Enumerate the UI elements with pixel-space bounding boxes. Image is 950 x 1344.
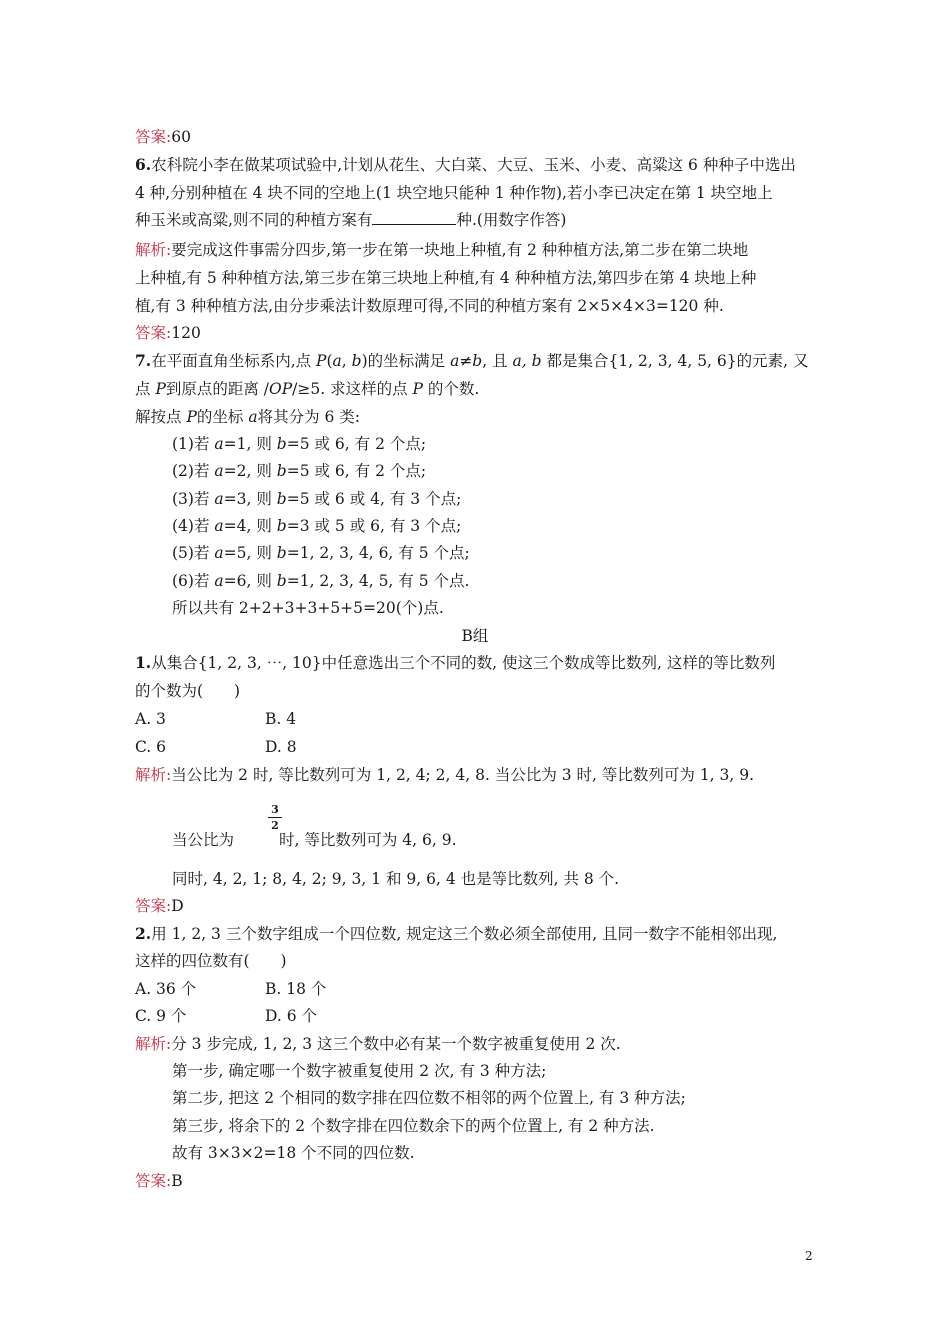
var-b: b [276,572,287,590]
analysis-label: 解析: [135,241,172,259]
var-b: b [276,544,287,562]
var-b: b [276,435,287,453]
q7-text: 都是集合{1, 2, 3, 4, 5, 6}的元素, 又 [541,352,809,370]
case-text: =1, 2, 3, 4, 5, 有 5 个点. [286,572,470,590]
q6-analysis-line3: 植,有 3 种种植方法,由分步乘法计数原理可得,不同的种植方案有 2×5×4×3=120 种. [135,297,724,315]
option-c: C. 6 [135,738,167,756]
case-text: =5 或 6 或 4, 有 3 个点; [286,490,462,508]
answer-value: 120 [171,324,201,342]
page-number: 2 [805,1249,813,1263]
var-b: b [276,490,287,508]
answer-label: 答案: [135,897,172,915]
q7-text: , 且 [482,352,513,370]
case-text: =1, 则 [223,435,277,453]
fraction-bar [268,817,282,818]
q7-solution-intro [135,407,360,427]
var-OP: OP [269,380,293,398]
b1-line1 [135,653,775,673]
answer-label: 答案: [135,324,172,342]
q7-case [172,461,426,481]
q7-case [172,516,461,536]
b1-text: 从集合{1, 2, 3, ⋯, 10}中任意选出三个不同的数, 使这三个数成等比数列, 这样的等比数列 [151,654,776,672]
q7-line2 [135,379,479,399]
question-number: 1. [135,653,152,672]
q7-text: 到原点的距离 / [165,380,270,398]
option-a: A. 36 个 [135,980,197,998]
option-b: B. 18 个 [265,980,327,998]
analysis-label: 解析: [135,1035,172,1053]
case-text: =6, 则 [223,572,277,590]
var-a: a [214,517,224,535]
q7-text: 点 [135,380,156,398]
var-a: a [214,544,224,562]
case-text: =5, 则 [223,544,277,562]
b2-step1: 第一步, 确定哪一个数字被重复使用 2 次, 有 3 种方法; [172,1062,547,1080]
q6-text: 种玉米或高粱,则不同的种植方案有 [135,211,373,229]
q6-line2: 4 种,分别种植在 4 块不同的空地上(1 块空地只能种 1 种作物),若小李已决定在第 1 块空地上 [135,184,773,202]
q7-case [172,543,470,563]
case-text: =3, 则 [223,490,277,508]
var-cond: a≠b [450,352,483,370]
q6-analysis-line1 [135,240,748,260]
var-a: a [248,408,258,426]
b2-step3: 第三步, 将余下的 2 个数字排在四位数余下的两个位置上, 有 2 种方法. [172,1117,655,1135]
q7-text: )的坐标满足 [361,352,451,370]
b2-analysis-line1 [135,1034,621,1054]
q7-text: 将其分为 6 类: [257,408,361,426]
q6-analysis-line2: 上种植,有 5 种种植方法,第三步在第三块地上种植,有 4 种种植方法,第四步在第 4 块地上种 [135,269,757,287]
b1-analysis-line2a: 当公比为 [172,831,235,849]
b1-analysis-line3: 同时, 4, 2, 1; 8, 4, 2; 9, 3, 1 和 9, 6, 4 也是等比数列, 共 8 个. [172,870,620,888]
case-text: =1, 2, 3, 4, 6, 有 5 个点; [286,544,470,562]
var-a: a [214,435,224,453]
b1-analysis-line1 [135,765,754,785]
analysis-text: 要完成这件事需分四步,第一步在第一块地上种植,有 2 种种植方法,第二步在第二块地 [171,241,749,259]
answer-value: B [171,1172,183,1190]
q6-line3 [135,210,566,230]
answer-label: 答案: [135,128,172,146]
q7-text: 的坐标 [196,408,249,426]
var-a: a [332,352,342,370]
case-text: =5 或 6, 有 2 个点; [286,435,427,453]
var-a: a [214,462,224,480]
question-number: 6. [135,155,152,174]
q6-answer-line [135,323,201,343]
b1-analysis-line2b: 时, 等比数列可为 4, 6, 9. [279,831,457,849]
case-text: (5)若 [172,544,215,562]
option-d: D. 8 [265,738,297,756]
q7-text: 的个数. [422,380,480,398]
option-d: D. 6 个 [265,1007,318,1025]
b2-text: 用 1, 2, 3 三个数字组成一个四位数, 规定这三个数必须全部使用, 且同一数字不能相邻出现, [151,925,778,943]
fill-blank [372,210,456,225]
analysis-text: 当公比为 2 时, 等比数列可为 1, 2, 4; 2, 4, 8. 当公比为 3 时, 等比数列可为 1, 3, 9. [171,766,755,784]
q7-case [172,434,426,454]
case-text: (2)若 [172,462,215,480]
answer-line [135,127,191,147]
q7-line1 [135,351,809,371]
case-text: =2, 则 [223,462,277,480]
q7-case [172,571,469,591]
fraction-3-2 [268,803,282,832]
var-a: a [214,572,224,590]
fraction-numerator: 3 [271,803,279,816]
var-b: b [351,352,362,370]
question-number: 7. [135,351,152,370]
b2-line1 [135,924,777,944]
q6-text: 种.(用数字作答) [456,211,567,229]
case-text: (4)若 [172,517,215,535]
option-a: A. 3 [135,710,166,728]
b1-answer-line [135,896,184,916]
q7-text: 解按点 [135,408,187,426]
b1-line2: 的个数为( ) [135,682,241,700]
b2-answer-line [135,1171,183,1191]
option-b: B. 4 [265,710,297,728]
var-b: b [276,462,287,480]
case-text: =4, 则 [223,517,277,535]
var-ab: a, b [512,352,542,370]
q7-total: 所以共有 2+2+3+3+5+5=20(个)点. [172,599,444,617]
case-text: =3 或 5 或 6, 有 3 个点; [286,517,462,535]
fraction-denominator: 2 [271,819,279,832]
b2-line2: 这样的四位数有( ) [135,952,287,970]
question-number: 2. [135,924,152,943]
var-b: b [276,517,287,535]
case-text: =5 或 6, 有 2 个点; [286,462,427,480]
option-c: C. 9 个 [135,1007,187,1025]
q6-line1 [135,155,796,175]
q7-text: ( [326,352,333,370]
answer-label: 答案: [135,1172,172,1190]
answer-value: 60 [171,128,191,146]
var-P: P [316,352,327,370]
q7-text: , [341,352,352,370]
b2-conclusion: 故有 3×3×2=18 个不同的四位数. [172,1144,415,1162]
var-P: P [412,380,423,398]
q7-case [172,489,461,509]
analysis-label: 解析: [135,766,172,784]
var-a: a [214,490,224,508]
case-text: (1)若 [172,435,215,453]
b2-step2: 第二步, 把这 2 个相同的数字排在四位数不相邻的两个位置上, 有 3 种方法; [172,1089,686,1107]
var-P: P [155,380,166,398]
q6-text: 农科院小李在做某项试验中,计划从花生、大白菜、大豆、玉米、小麦、高粱这 6 种种子中选出 [151,156,796,174]
section-heading: B组 [461,627,489,645]
q7-text: 在平面直角坐标系内,点 [151,352,317,370]
case-text: (3)若 [172,490,215,508]
case-text: (6)若 [172,572,215,590]
answer-value: D [171,897,184,915]
analysis-text: 分 3 步完成, 1, 2, 3 这三个数中必有某一个数字被重复使用 2 次. [171,1035,621,1053]
q7-text: /≥5. 求这样的点 [292,380,413,398]
var-P: P [186,408,197,426]
